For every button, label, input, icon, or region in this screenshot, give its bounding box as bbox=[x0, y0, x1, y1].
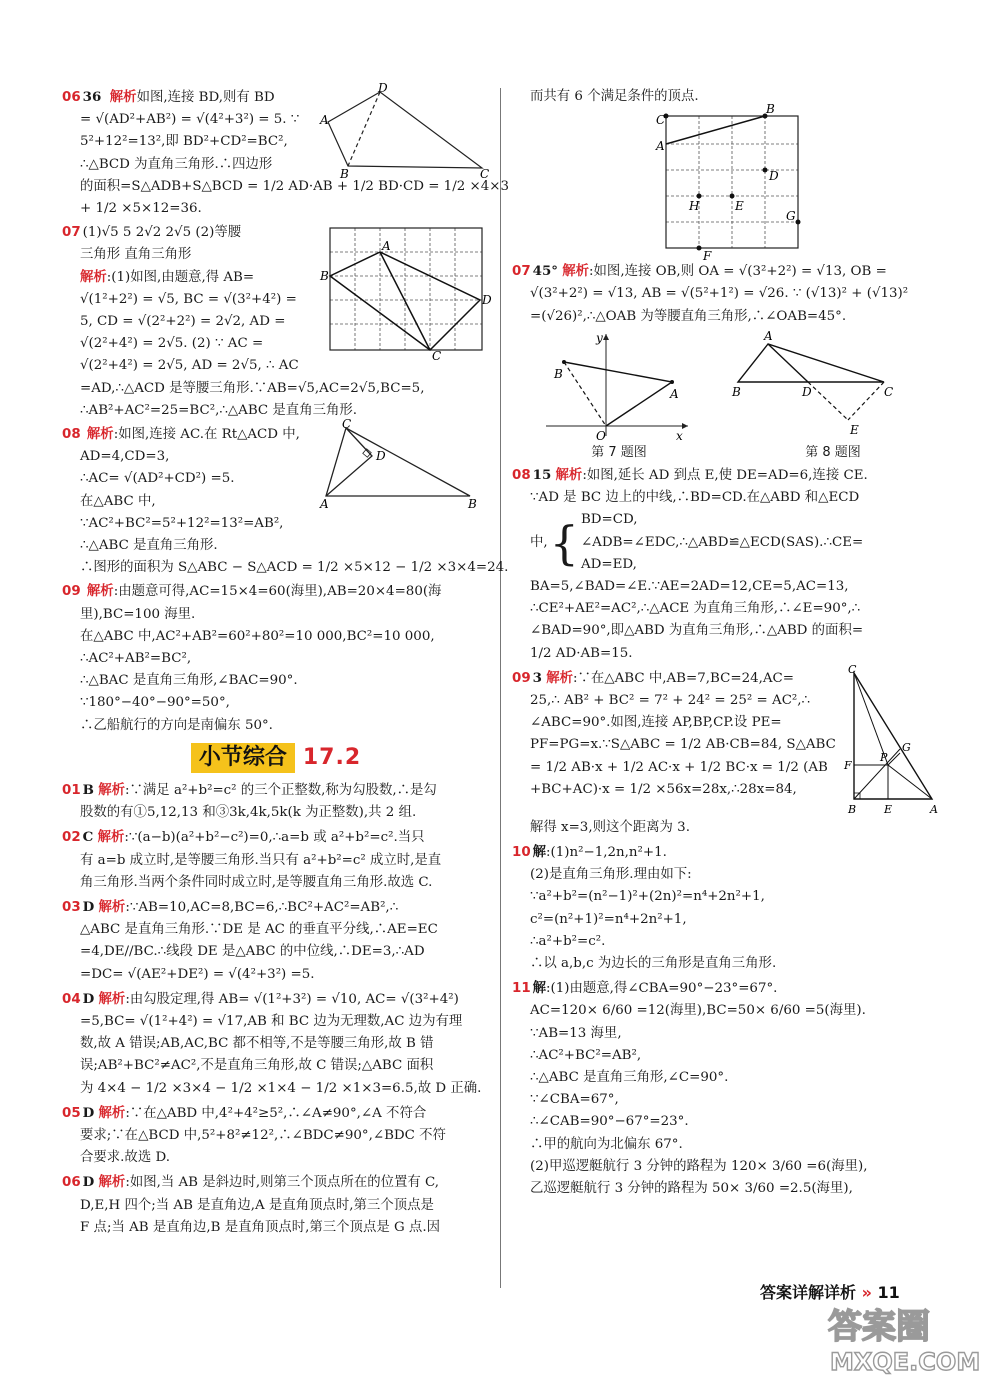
q-number: 06 bbox=[62, 90, 81, 105]
figure-captions bbox=[512, 442, 940, 464]
svg-text:H: H bbox=[689, 199, 700, 214]
svg-text:E: E bbox=[735, 199, 744, 214]
figure-q09 bbox=[844, 662, 940, 817]
svg-text:A: A bbox=[930, 802, 938, 816]
svg-text:C: C bbox=[884, 384, 894, 399]
svg-text:B: B bbox=[320, 269, 329, 284]
figure-grid-06 bbox=[512, 102, 940, 264]
svg-text:B: B bbox=[766, 102, 775, 117]
svg-text:D: D bbox=[378, 81, 388, 95]
answer-s11: 11 解:(1)由题意,得∠CBA=90°−23°=67°. AC=120× 6/60 =12(海里),BC=50× 6/60 =5(海里). ∵AB=13 海里, ∴AC²+BC²=AB², ∴△ABC 是直角三角形,∠C=90°. ∵∠CBA=67°, ∴∠CAB=90°−67°=23°. ∴甲的航向为北偏东 67°. (2)甲巡逻艇航行 3 分钟的路程为 120× 3/60 =6(海里), 乙巡逻艇航行 3 分钟的路程为 50× 3/60 =2.5(海里), bbox=[512, 980, 868, 1197]
answer-s10: 10 解:(1)n²−1,2n,n²+1. (2)是直角三角形.理由如下: ∵a²+b²=(n²−1)²+(2n)²=n⁴+2n²+1, c²=(n²+1)²=n⁴+2n²+1, ∴a²+b²=c². ∴以 a,b,c 为边长的三角形是直角三角形. bbox=[512, 844, 777, 972]
answer-s04: 04 D 解析:由勾股定理,得 AB= √(1²+3²) = √10, AC= √(3²+4²) =5,BC= √(1²+4²) = √17,AB 和 BC 边为无理数,AC 边为有理 数,故 A 错误;AB,AC,BC 都不相等,不是等腰三角形,故 B 错 误;AB²+BC²≠AC²,不是直角三角形,故 C 错误;△ABC 面积 为 4×4 − 1/2 ×3×4 − 1/2 ×1×4 − 1/2 ×1×3=6.5,故 D 正确. bbox=[62, 990, 482, 1096]
brace-block: 中, { BD=CD, ∠ADB=∠EDC,∴△ABD≌△ECD(SAS).∴CE= AD=ED, bbox=[530, 512, 864, 572]
svg-text:F: F bbox=[844, 758, 852, 772]
svg-text:D: D bbox=[802, 384, 812, 399]
svg-text:O: O bbox=[596, 428, 606, 443]
brace: { bbox=[549, 515, 579, 570]
svg-text:B: B bbox=[732, 384, 741, 399]
answer-s06: 06 D 解析:如图,当 AB 是斜边时,则第三个顶点所在的位置有 C, D,E,H 四个;当 AB 是直角边,A 是直角顶点时,第三个顶点是 F 点;当 AB 是直角边,B 是直角顶点时,第三个顶点是 G 点.因 bbox=[62, 1174, 440, 1235]
svg-text:x: x bbox=[676, 428, 683, 443]
column-divider bbox=[500, 88, 501, 1288]
svg-text:D: D bbox=[376, 449, 386, 464]
answer-s01: 01 B 解析:∵满足 a²+b²=c² 的三个正整数,称为勾股数,∴是勾 股数的有①5,12,13 和③3k,4k,5k(k 为正整数),共 2 组. bbox=[62, 781, 437, 821]
answer-s07: 07 45° 解析:如图,连接 OB,则 OA = √(3²+2²) = √13, OB = √(3²+2²) = √13, AB = √(5²+1²) = √26. ∵ (√13)² + (√13)² =(√26)²,∴△OAB 为等腰直角三角形,∴∠OAB=45°. bbox=[512, 263, 909, 324]
figure-q06 bbox=[320, 81, 490, 181]
left-column bbox=[62, 81, 509, 1241]
answer-08: C D A B 08 解析:如图,连接 AC.在 Rt△ACD 中, AD=4,CD=3, ∴AC= √(AD²+CD²) =5. 在△ABC 中, ∵AC²+BC²=5²+12²=13²=AB², ∴△ABC 是直角三角形. ∴图形的面积为 S△ABC − S△ACD = 1/2 ×5×12 − 1/2 ×3×4=24. bbox=[62, 417, 509, 576]
svg-text:A: A bbox=[320, 497, 329, 512]
svg-text:E: E bbox=[884, 802, 893, 816]
watermark-logo bbox=[822, 1296, 990, 1376]
svg-text:C: C bbox=[342, 417, 352, 432]
caption-q08: 第 8 题图 bbox=[805, 444, 861, 460]
svg-text:A: A bbox=[320, 113, 329, 127]
svg-text:P: P bbox=[880, 750, 888, 764]
answer-s02: 02 C 解析:∵(a−b)(a²+b²−c²)=0,∴a=b 或 a²+b²=c².当只 有 a=b 成立时,是等腰三角形.当只有 a²+b²=c² 成立时,是直 角三角形.当两个条件同时成立时,是等腰直角三角形.故选 C. bbox=[62, 829, 442, 890]
section-header bbox=[62, 743, 490, 773]
svg-text:D: D bbox=[482, 293, 492, 308]
caption-q07: 第 7 题图 bbox=[591, 444, 647, 460]
svg-text:B: B bbox=[848, 802, 857, 816]
svg-text:G: G bbox=[902, 740, 911, 754]
svg-text:B: B bbox=[468, 497, 477, 512]
svg-text:B: B bbox=[554, 366, 563, 381]
svg-text:E: E bbox=[850, 422, 859, 437]
svg-text:A: A bbox=[382, 239, 391, 254]
svg-text:C: C bbox=[656, 113, 666, 128]
answer-s09: C G F P B E A 09 3 解析:∵在△ABC 中,AB=7,BC=24,AC= 25,∴ AB² + BC² = 7² + 24² = 25² = AC²,∴ ∠ABC=90°.如图,连接 AP,BP,CP.设 PE= PF=PG=x.∵S△ABC = 1/2 AB·CB=84, S△ABC = 1/2 AB·x + 1/2 AC·x + 1/2 BC·x = 1/2 (AB +BC+AC)·x = 1/2 ×56x=28x,∴28x=84, 解得 x=3,则这个距离为 3. bbox=[512, 667, 940, 839]
svg-text:C: C bbox=[432, 349, 442, 364]
figure-q07-grid bbox=[320, 222, 490, 362]
answer-09: 09 解析:由题意可得,AC=15×4=60(海里),AB=20×4=80(海 里),BC=100 海里. 在△ABC 中,AC²+AB²=60²+80²=10 000,BC²=10 000, ∴AC²+AB²=BC², ∴△BAC 是直角三角形,∠BAC=90°. ∵180°−40°−90°=50°, ∴乙船航行的方向是南偏东 50°. bbox=[62, 584, 442, 733]
section-code: 17.2 bbox=[302, 744, 362, 770]
svg-text:C: C bbox=[848, 662, 857, 676]
svg-text:A: A bbox=[670, 386, 679, 401]
svg-text:B: B bbox=[340, 167, 349, 181]
svg-text:F: F bbox=[703, 249, 712, 264]
answer-s08: 08 15 解析:如图,延长 AD 到点 E,使 DE=AD=6,连接 CE. ∵AD 是 BC 边上的中线,∴BD=CD.在△ABD 和△ECD 中, { BD=CD, ∠ADB=∠EDC,∴△ABD≌△ECD(SAS).∴CE= AD=ED, BA=5,∠BAD=∠E.∵AE=2AD=12,CE=5,AC=13, ∴CE²+AE²=AC²,∴△ACE 为直角三角形,∴∠E=90°,∴ ∠BAD=90°,即△ABD 为直角三角形,∴△ABD 的面积= 1/2 AD·AB=15. bbox=[512, 464, 940, 665]
svg-text:G: G bbox=[786, 209, 796, 224]
svg-text:MXQE.COM: MXQE.COM bbox=[830, 1348, 981, 1376]
svg-text:答案圈: 答案圈 bbox=[828, 1307, 930, 1347]
right-column: 而共有 6 个满足条件的顶点. C B A D H E G F 07 45° 解析:如图,连接 OB,则 OA = √(3²+2²) = √13, OB = √(3²+2²) = √13, AB = √(5²+1²) = √26. ∵ (√13)² + (√13)² =(√26)²,∴△OAB 为等腰直角三角形,∴∠OAB=45°. y B A O x A B D C E 第 7 题图 第 8 题图 08 15 解析:如图,延长 AD 到点 E,使 DE=AD=6,连接 CE. ∵AD 是 BC 边上的中线,∴BD=CD.在△ABD 和△ECD 中, { BD=CD, ∠ADB=∠EDC,∴△ABD≌△ECD(SAS).∴CE= AD=ED, BA=5,∠BAD=∠E.∵AE=2AD=12,CE=5,AC=13, ∴CE²+AE²=AC²,∴△ACE 为直角三角形,∴∠E=90°,∴ ∠BAD=90°,即△ABD 为直角三角形,∴△ABD 的面积= 1/2 AD·AB=15. C G F P B E A 09 3 解析:∵在△ABC 中,AB=7,BC=24,AC= 25,∴ AB² + BC² = 7² + 24² = 25² = AC²,∴ ∠ABC=90°.如图,连接 AP,BP,CP.设 PE= PF=PG=x.∵S△ABC = 1/2 AB·CB=84, S△ABC = 1/2 AB·x + 1/2 AC·x + 1/2 BC·x = 1/2 (AB +BC+AC)·x = 1/2 ×56x=28x,∴28x=84, 解得 x=3,则这个距离为 3. 10 解:(1)n²−1,2n,n²+1. (2)是直角三角形.理由如下: ∵a²+b²=(n²−1)²+(2n)²=n⁴+2n²+1, c²=(n²+1)²=n⁴+2n²+1, ∴a²+b²=c². ∴以 a,b,c 为边长的三角形是直角三角形. 11 解:(1)由题意,得∠CBA=90°−23°=67°. AC=120× 6/60 =12(海里),BC=50× 6/60 =5(海里). ∵AB=13 海里, ∴AC²+BC²=AB², ∴△ABC 是直角三角形,∠C=90°. ∵∠CBA=67°, ∴∠CAB=90°−67°=23°. ∴甲的航向为北偏东 67°. (2)甲巡逻艇航行 3 分钟的路程为 120× 3/60 =6(海里), 乙巡逻艇航行 3 分钟的路程为 50× 3/60 =2.5(海里), bbox=[512, 86, 940, 1202]
figure-q08 bbox=[320, 417, 490, 512]
svg-text:A: A bbox=[764, 328, 773, 343]
svg-text:A: A bbox=[656, 139, 665, 154]
footer-arrow-icon: » bbox=[861, 1283, 872, 1302]
figure-q08-triangle bbox=[731, 329, 893, 437]
answer-07: A B C D 07 (1)√5 5 2√2 2√5 (2)等腰 三角形 直角三角形 解析:(1)如图,由题意,得 AB= √(1²+2²) = √5, BC = √(3²+4²) = 5, CD = √(2²+2²) = 2√2, AD = √(2²+4²) = 2√5. (2) ∵ AC = √(2²+4²) = 2√5, AD = 2√5, ∴ AC =AD,∴△ACD 是等腰三角形.∵AB=√5,AC=2√5,BC=5, ∴AB²+AC²=25=BC²,∴△ABC 是直角三角形. bbox=[62, 222, 490, 422]
answer-s05: 05 D 解析:∵在△ABD 中,4²+4²≥5²,∴∠A≠90°,∠A 不符合 要求;∵在△BCD 中,5²+8²≠12²,∴∠BDC≠90°,∠BDC 不符 合要求.故选 D. bbox=[62, 1104, 446, 1166]
figures-q07-q08 bbox=[512, 330, 940, 446]
svg-text:D: D bbox=[769, 169, 779, 184]
svg-text:y: y bbox=[596, 330, 603, 345]
svg-text:C: C bbox=[480, 167, 490, 181]
page-number: 11 bbox=[877, 1283, 900, 1302]
section-title: 小节综合 bbox=[191, 743, 295, 773]
figure-q07-axes bbox=[546, 331, 688, 443]
footer-label: 答案详解详析 bbox=[760, 1283, 857, 1302]
answer-06: D A B C 06 36 解析如图,连接 BD,则有 BD = √(AD²+AB²) = √(4²+3²) = 5. ∵ 5²+12²=13²,即 BD²+CD²=BC², ∴△BCD 为直角三角形.∴四边形 的面积=S△ADB+S△BCD = 1/2 AD·AB + 1/2 BD·CD = 1/2 ×4×3 + 1/2 ×5×12=36. bbox=[62, 81, 509, 217]
answer-s03: 03 D 解析:∵AB=10,AC=8,BC=6,∴BC²+AC²=AB²,∴ △ABC 是直角三角形.∵DE 是 AC 的垂直平分线,∴AE=EC =4,DE//BC.∴线段 DE 是△ABC 的中位线,∴DE=3,∴AD =DC= √(AE²+DE²) = √(4²+3²) =5. bbox=[62, 898, 438, 982]
